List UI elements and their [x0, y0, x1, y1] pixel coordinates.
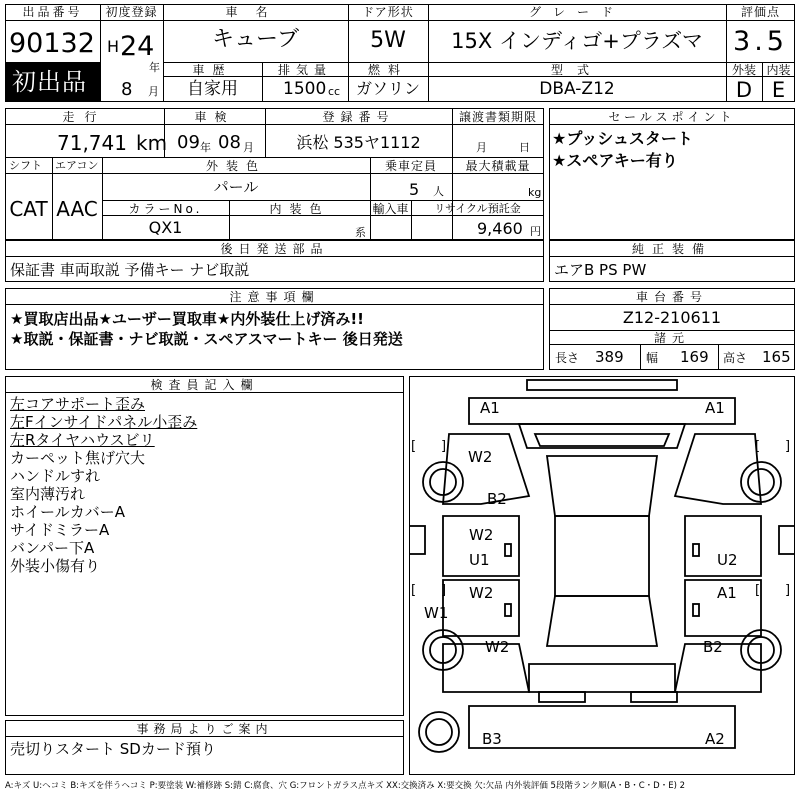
inspector-note: 左Rタイヤハウスビリ [10, 431, 155, 449]
inspector-note: 左コアサポート歪み [10, 395, 146, 413]
ext-color-label: 外装色 [205, 159, 266, 173]
mark-rear-fender-l: W2 [485, 638, 510, 656]
insp-year: 09 [177, 132, 200, 153]
inspector-note: カーペット焦げ穴大 [10, 449, 146, 467]
year-unit: 年 [149, 61, 160, 74]
import-label: 輸入車 [372, 202, 409, 216]
mark-front-right: A1 [705, 399, 725, 417]
hei-label: 高さ [723, 351, 748, 365]
spec-label: 諸元 [653, 331, 690, 345]
len-value: 389 [595, 348, 624, 366]
fuel: ガソリン [355, 79, 420, 98]
fuel-label: 燃料 [367, 63, 408, 77]
capacity: 5 [409, 180, 420, 199]
mark-door-fl-u: U1 [469, 551, 490, 569]
equip-label: 純正装備 [631, 242, 712, 256]
insp-year-unit: 年 [200, 141, 211, 154]
inspector-note: バンパー下A [10, 539, 95, 557]
month-unit: 月 [148, 85, 159, 98]
history: 自家用 [187, 79, 238, 99]
reg-label: 登録番号 [322, 110, 395, 124]
reg-number: 浜松 535ヤ1112 [296, 133, 421, 152]
door-label: ドア形状 [362, 5, 414, 19]
svg-text:[: [ [755, 439, 761, 454]
reg-year: 24 [120, 31, 155, 62]
car-name: キューブ [212, 27, 299, 52]
wid-label: 幅 [646, 351, 659, 365]
inspector-note: 室内薄汚れ [10, 485, 86, 503]
inspector-label: 検査員記入欄 [150, 378, 259, 392]
mark-hood-left: W2 [468, 448, 493, 466]
transfer-label: 譲渡書類期限 [458, 110, 537, 124]
displacement-unit: cc [328, 85, 341, 98]
mark-fender-left: B2 [487, 490, 507, 508]
insp-month-unit: 月 [243, 141, 254, 154]
first-reg-label: 初度登録 [105, 5, 158, 19]
int-grade: E [771, 78, 786, 102]
selling-point: ★プッシュスタート [552, 129, 693, 148]
selling-points-block [549, 108, 795, 240]
svg-text:]: ] [441, 583, 447, 598]
inspector-note: ハンドルすれ [10, 467, 101, 485]
mark-rear-left: B3 [482, 730, 502, 748]
inspector-note: ホイールカバーA [10, 503, 125, 521]
mark-door-rr-a: A1 [717, 584, 737, 602]
inspector-note: 左Fインサイドパネル小歪み [10, 413, 198, 431]
mark-rear-right: A2 [705, 730, 725, 748]
legend: A:キズ U:ヘコミ B:キズを伴うヘコミ P:要塗装 W:補修跡 S:錆 C:腐食、穴 G:フロントガラス点キズ XX:交換済み X:要交換 欠:欠品 内外装評価 5段階ランク順(A・B・C・D・E) 2 [5, 781, 686, 791]
len-label: 長さ [555, 351, 580, 365]
reg-month: 8 [121, 79, 133, 100]
displacement-label: 排気量 [277, 63, 332, 77]
ext-color: パール [213, 178, 259, 196]
era-letter: H [107, 37, 120, 56]
office-notice: 売切りスタート SDカード預り [10, 740, 216, 758]
wid-value: 169 [680, 348, 709, 366]
payload-label: 最大積載量 [465, 159, 531, 173]
mileage-unit: km [136, 131, 168, 155]
capacity-unit: 人 [433, 185, 444, 198]
office-label: 事務局よりご案内 [136, 722, 273, 736]
equipment: エアB PS PW [554, 261, 647, 279]
mark-door-rl-w: W2 [469, 584, 494, 602]
color-no-label: カラーNo. [128, 202, 203, 216]
svg-text:]: ] [785, 583, 791, 598]
svg-text:[: [ [755, 583, 761, 598]
recycle: 9,460 [477, 219, 523, 238]
inspector-note: 外装小傷有り [10, 557, 101, 575]
lot-number: 90132 [9, 28, 95, 59]
color-no: QX1 [148, 218, 183, 237]
history-label: 車歴 [192, 63, 233, 77]
shift-label: シフト [9, 159, 42, 172]
transfer-month: 月 [476, 141, 487, 154]
later-label: 後日発送部品 [220, 242, 329, 256]
mileage-label: 走行 [62, 110, 107, 124]
inspector-note: サイドミラーA [10, 521, 110, 539]
mark-rear-fender-r: B2 [703, 638, 723, 656]
capacity-label: 乗車定員 [384, 159, 437, 173]
later-parts: 保証書 車両取説 予備キー ナビ取説 [10, 261, 250, 279]
caution-label: 注意事項欄 [229, 290, 320, 304]
lot-label: 出品番号 [22, 5, 83, 19]
first-listing-text: 初出品 [12, 68, 87, 96]
car-name-label: 車名 [225, 5, 286, 19]
svg-text:]: ] [441, 439, 447, 454]
int-color-label: 内装色 [269, 202, 330, 216]
car-diagram [409, 376, 795, 775]
mark-sill-left: W1 [424, 604, 449, 622]
model: DBA-Z12 [539, 79, 615, 99]
ac-value: AAC [56, 197, 98, 221]
caution-line: ★買取店出品★ユーザー買取車★内外装仕上げ済み!! [10, 310, 365, 328]
mileage: 71,741 [57, 131, 127, 155]
mark-door-fl-w: W2 [469, 526, 494, 544]
ext-label: 外装 [731, 63, 756, 77]
chassis-label: 車台番号 [635, 290, 708, 304]
grade-label: グレード [528, 5, 625, 19]
door-type: 5W [370, 28, 406, 53]
score-label: 評価点 [740, 5, 780, 19]
selling-label: セールスポイント [608, 110, 736, 124]
ac-label: エアコン [55, 159, 99, 172]
int-color-unit: 系 [355, 226, 366, 239]
model-label: 型式 [550, 63, 603, 77]
grade: 15X インディゴ+プラズマ [451, 29, 703, 53]
int-label: 内装 [766, 63, 791, 77]
hei-value: 165 [762, 348, 791, 366]
chassis-number: Z12-210611 [622, 308, 722, 327]
mark-door-fr-u: U2 [717, 551, 738, 569]
inspection-label: 車検 [194, 110, 235, 124]
mark-front-left: A1 [480, 399, 500, 417]
ext-grade: D [735, 78, 753, 102]
svg-text:]: ] [785, 439, 791, 454]
recycle-label: リサイクル預託金 [434, 202, 521, 215]
payload-unit: kg [528, 186, 542, 199]
transfer-day: 日 [519, 141, 530, 154]
selling-point: ★スペアキー有り [552, 151, 678, 170]
insp-month: 08 [218, 132, 241, 153]
score: 3.5 [733, 26, 788, 57]
displacement: 1500 [283, 79, 327, 99]
svg-text:[: [ [411, 583, 417, 598]
caution-line: ★取説・保証書・ナビ取説・スペアスマートキー 後日発送 [10, 330, 403, 348]
shift-value: CAT [9, 197, 48, 221]
svg-text:[: [ [411, 439, 417, 454]
recycle-unit: 円 [530, 225, 541, 238]
